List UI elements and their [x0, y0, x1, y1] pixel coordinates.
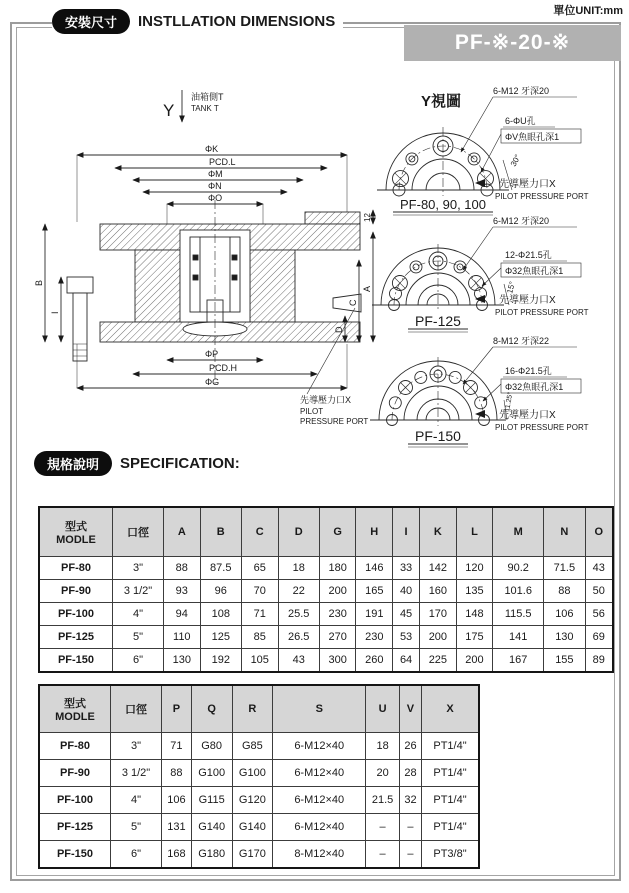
view3-models-label: PF-150 — [415, 428, 461, 444]
view2-counterbore-callout: Φ32魚眼孔深1 — [505, 266, 564, 276]
value-cell: – — [399, 841, 421, 869]
value-cell: 5" — [113, 626, 164, 649]
model-cell: PF-150 — [39, 841, 111, 869]
value-cell: 32 — [399, 787, 421, 814]
column-header: D — [278, 507, 319, 557]
flange-view-pf125 — [372, 216, 589, 332]
column-header: S — [273, 685, 366, 733]
column-header: A — [164, 507, 201, 557]
value-cell: 3" — [111, 733, 162, 760]
column-header: K — [420, 507, 457, 557]
dim-c: C — [348, 299, 358, 306]
dim-k: ΦK — [205, 144, 219, 154]
value-cell: 225 — [420, 649, 457, 673]
value-cell: 146 — [356, 557, 393, 580]
value-cell: 88 — [544, 580, 585, 603]
value-cell: 88 — [164, 557, 201, 580]
value-cell: PT1/4" — [422, 787, 480, 814]
value-cell: 88 — [162, 760, 192, 787]
column-header: 型式 MODLE — [39, 685, 111, 733]
table-row — [39, 626, 613, 649]
value-cell: 180 — [319, 557, 356, 580]
view3-counterbore-callout: Φ32魚眼孔深1 — [505, 382, 564, 392]
specification-pill: 規格說明 — [34, 451, 112, 476]
view3-angle-label: 11.25° — [504, 391, 515, 413]
model-cell: PF-80 — [39, 733, 111, 760]
value-cell: 87.5 — [200, 557, 241, 580]
value-cell: 101.6 — [493, 580, 544, 603]
value-cell: 106 — [544, 603, 585, 626]
table-row — [39, 760, 479, 787]
column-header: B — [200, 507, 241, 557]
model-banner: PF-※-20-※ — [404, 25, 621, 61]
table-row — [39, 557, 613, 580]
value-cell: 3" — [113, 557, 164, 580]
column-header: C — [241, 507, 278, 557]
value-cell: 148 — [456, 603, 493, 626]
table-row — [39, 603, 613, 626]
dim-a: A — [362, 285, 372, 292]
value-cell: 200 — [420, 626, 457, 649]
value-cell: G80 — [191, 733, 232, 760]
value-cell: 110 — [164, 626, 201, 649]
value-cell: – — [399, 814, 421, 841]
value-cell: 6" — [111, 841, 162, 869]
specification-title: SPECIFICATION: — [120, 455, 240, 472]
dim-b: B — [34, 279, 44, 286]
value-cell: 170 — [420, 603, 457, 626]
flange-view-pf80-90-100 — [377, 86, 589, 215]
value-cell: 25.5 — [278, 603, 319, 626]
model-cell: PF-80 — [39, 557, 113, 580]
table-row — [39, 649, 613, 673]
value-cell: 85 — [241, 626, 278, 649]
model-cell: PF-125 — [39, 626, 113, 649]
dim-12: 12 — [363, 213, 372, 222]
value-cell: G120 — [232, 787, 273, 814]
table-row — [39, 733, 479, 760]
model-cell: PF-150 — [39, 649, 113, 673]
value-cell: 43 — [278, 649, 319, 673]
specification-section-header — [34, 451, 248, 476]
value-cell: 70 — [241, 580, 278, 603]
bottom-dimensions — [77, 344, 347, 388]
value-cell: 53 — [393, 626, 420, 649]
column-header: 型式 MODLE — [39, 507, 113, 557]
value-cell: 142 — [420, 557, 457, 580]
value-cell: 6" — [113, 649, 164, 673]
view2-pilot-cn: 先導壓力口X — [499, 295, 556, 306]
value-cell: 71.5 — [544, 557, 585, 580]
value-cell: 93 — [164, 580, 201, 603]
value-cell: 64 — [393, 649, 420, 673]
value-cell: 18 — [366, 733, 400, 760]
view2-callouts — [408, 216, 589, 332]
value-cell: 200 — [319, 580, 356, 603]
value-cell: – — [366, 814, 400, 841]
value-cell: 8-M12×40 — [273, 841, 366, 869]
column-header: V — [399, 685, 421, 733]
value-cell: 69 — [585, 626, 613, 649]
value-cell: 40 — [393, 580, 420, 603]
column-header: 口徑 — [111, 685, 162, 733]
column-header: L — [456, 507, 493, 557]
unit-label: 單位UNIT:mm — [553, 5, 623, 17]
value-cell: 26 — [399, 733, 421, 760]
model-cell: PF-90 — [39, 760, 111, 787]
value-cell: 71 — [162, 733, 192, 760]
value-cell: 191 — [356, 603, 393, 626]
view3-pilot-cn: 先導壓力口X — [499, 410, 556, 421]
view1-holes-callout: 6-ΦU孔 — [505, 116, 536, 126]
column-header: G — [319, 507, 356, 557]
value-cell: 160 — [420, 580, 457, 603]
installation-title: INSTLLATION DIMENSIONS — [138, 13, 336, 30]
view1-bolt-callout: 6-M12 牙深20 — [493, 86, 550, 96]
dim-m: ΦM — [208, 169, 223, 179]
view1-pilot-cn: 先導壓力口X — [499, 179, 556, 190]
value-cell: 96 — [200, 580, 241, 603]
dim-n: ΦN — [208, 181, 222, 191]
value-cell: 230 — [319, 603, 356, 626]
table-row — [39, 814, 479, 841]
value-cell: 71 — [241, 603, 278, 626]
pilot-label-en2: PRESSURE PORT — [300, 417, 369, 426]
value-cell: PT3/8" — [422, 841, 480, 869]
value-cell: 50 — [585, 580, 613, 603]
value-cell: 94 — [164, 603, 201, 626]
dim-p: ΦP — [205, 349, 219, 359]
value-cell: 56 — [585, 603, 613, 626]
column-header: H — [356, 507, 393, 557]
value-cell: 33 — [393, 557, 420, 580]
value-cell: 6-M12×40 — [273, 760, 366, 787]
value-cell: PT1/4" — [422, 733, 480, 760]
view3-pilot-en: PILOT PRESSURE PORT — [495, 423, 589, 432]
model-cell: PF-90 — [39, 580, 113, 603]
value-cell: 3 1/2" — [113, 580, 164, 603]
dim-g: ΦG — [205, 377, 220, 387]
view3-bolt-callout: 8-M12 牙深22 — [493, 336, 550, 346]
value-cell: G140 — [232, 814, 273, 841]
installation-pill: 安裝尺寸 — [52, 9, 130, 34]
view3-callouts — [408, 336, 589, 447]
value-cell: G170 — [232, 841, 273, 869]
dim-o: ΦO — [208, 193, 223, 203]
value-cell: 45 — [393, 603, 420, 626]
value-cell: 4" — [111, 787, 162, 814]
column-header: O — [585, 507, 613, 557]
y-direction-label: Y — [163, 101, 175, 120]
view2-models-label: PF-125 — [415, 313, 461, 329]
value-cell: 18 — [278, 557, 319, 580]
value-cell: G115 — [191, 787, 232, 814]
column-header: R — [232, 685, 273, 733]
value-cell: 175 — [456, 626, 493, 649]
value-cell: 6-M12×40 — [273, 787, 366, 814]
view1-models-label: PF-80, 90, 100 — [400, 197, 486, 212]
value-cell: 130 — [544, 626, 585, 649]
model-cell: PF-125 — [39, 814, 111, 841]
value-cell: 125 — [200, 626, 241, 649]
view2-holes-callout: 12-Φ21.5孔 — [505, 250, 552, 260]
view2-pilot-en: PILOT PRESSURE PORT — [495, 308, 589, 317]
value-cell: 120 — [456, 557, 493, 580]
value-cell: G100 — [191, 760, 232, 787]
view2-angle-label: 15° — [505, 280, 518, 295]
value-cell: PT1/4" — [422, 760, 480, 787]
value-cell: 135 — [456, 580, 493, 603]
column-header: P — [162, 685, 192, 733]
column-header: U — [366, 685, 400, 733]
value-cell: 270 — [319, 626, 356, 649]
value-cell: 230 — [356, 626, 393, 649]
value-cell: 141 — [493, 626, 544, 649]
value-cell: 43 — [585, 557, 613, 580]
value-cell: 130 — [164, 649, 201, 673]
view1-angle-label: 30° — [508, 153, 523, 168]
value-cell: 165 — [356, 580, 393, 603]
dimension-table-1 — [38, 506, 614, 673]
technical-drawing — [15, 72, 615, 450]
dim-i: I — [50, 311, 60, 314]
table-row — [39, 787, 479, 814]
value-cell: 192 — [200, 649, 241, 673]
value-cell: 3 1/2" — [111, 760, 162, 787]
value-cell: 20 — [366, 760, 400, 787]
table-row — [39, 841, 479, 869]
column-header: X — [422, 685, 480, 733]
main-section-view — [34, 90, 373, 426]
column-header: I — [393, 507, 420, 557]
value-cell: 155 — [544, 649, 585, 673]
tank-label-en: TANK T — [191, 104, 219, 113]
model-cell: PF-100 — [39, 787, 111, 814]
value-cell: 90.2 — [493, 557, 544, 580]
value-cell: G140 — [191, 814, 232, 841]
tank-label-cn: 油箱側T — [191, 92, 224, 102]
value-cell: 167 — [493, 649, 544, 673]
value-cell: G100 — [232, 760, 273, 787]
flange-view-pf150 — [370, 336, 589, 447]
value-cell: 89 — [585, 649, 613, 673]
view3-holes-callout: 16-Φ21.5孔 — [505, 366, 552, 376]
dim-pcdl: PCD.L — [209, 157, 236, 167]
value-cell: 6-M12×40 — [273, 733, 366, 760]
pilot-label-en1: PILOT — [300, 407, 324, 416]
value-cell: 28 — [399, 760, 421, 787]
value-cell: 6-M12×40 — [273, 814, 366, 841]
view1-counterbore-callout: ΦV魚眼孔深1 — [505, 132, 560, 142]
value-cell: 21.5 — [366, 787, 400, 814]
table-row — [39, 580, 613, 603]
value-cell: 5" — [111, 814, 162, 841]
value-cell: G180 — [191, 841, 232, 869]
value-cell: 108 — [200, 603, 241, 626]
value-cell: 4" — [113, 603, 164, 626]
column-header: Q — [191, 685, 232, 733]
value-cell: 300 — [319, 649, 356, 673]
value-cell: 115.5 — [493, 603, 544, 626]
value-cell: 106 — [162, 787, 192, 814]
dim-d: D — [334, 326, 344, 333]
view2-bolt-callout: 6-M12 牙深20 — [493, 216, 550, 226]
pilot-label-cn: 先導壓力口X — [300, 395, 352, 405]
value-cell: 26.5 — [278, 626, 319, 649]
model-cell: PF-100 — [39, 603, 113, 626]
value-cell: 105 — [241, 649, 278, 673]
y-view-title: Y視圖 — [420, 93, 462, 110]
value-cell: G85 — [232, 733, 273, 760]
value-cell: 260 — [356, 649, 393, 673]
tank-direction — [163, 90, 224, 122]
view1-pilot-en: PILOT PRESSURE PORT — [495, 192, 589, 201]
column-header: 口徑 — [113, 507, 164, 557]
value-cell: – — [366, 841, 400, 869]
value-cell: 65 — [241, 557, 278, 580]
value-cell: 168 — [162, 841, 192, 869]
dimension-table-2 — [38, 684, 480, 869]
value-cell: 131 — [162, 814, 192, 841]
column-header: M — [493, 507, 544, 557]
installation-section-header — [52, 9, 343, 34]
value-cell: PT1/4" — [422, 814, 480, 841]
dim-pcdh: PCD.H — [209, 363, 238, 373]
value-cell: 22 — [278, 580, 319, 603]
value-cell: 200 — [456, 649, 493, 673]
column-header: N — [544, 507, 585, 557]
left-dimensions — [34, 224, 61, 342]
